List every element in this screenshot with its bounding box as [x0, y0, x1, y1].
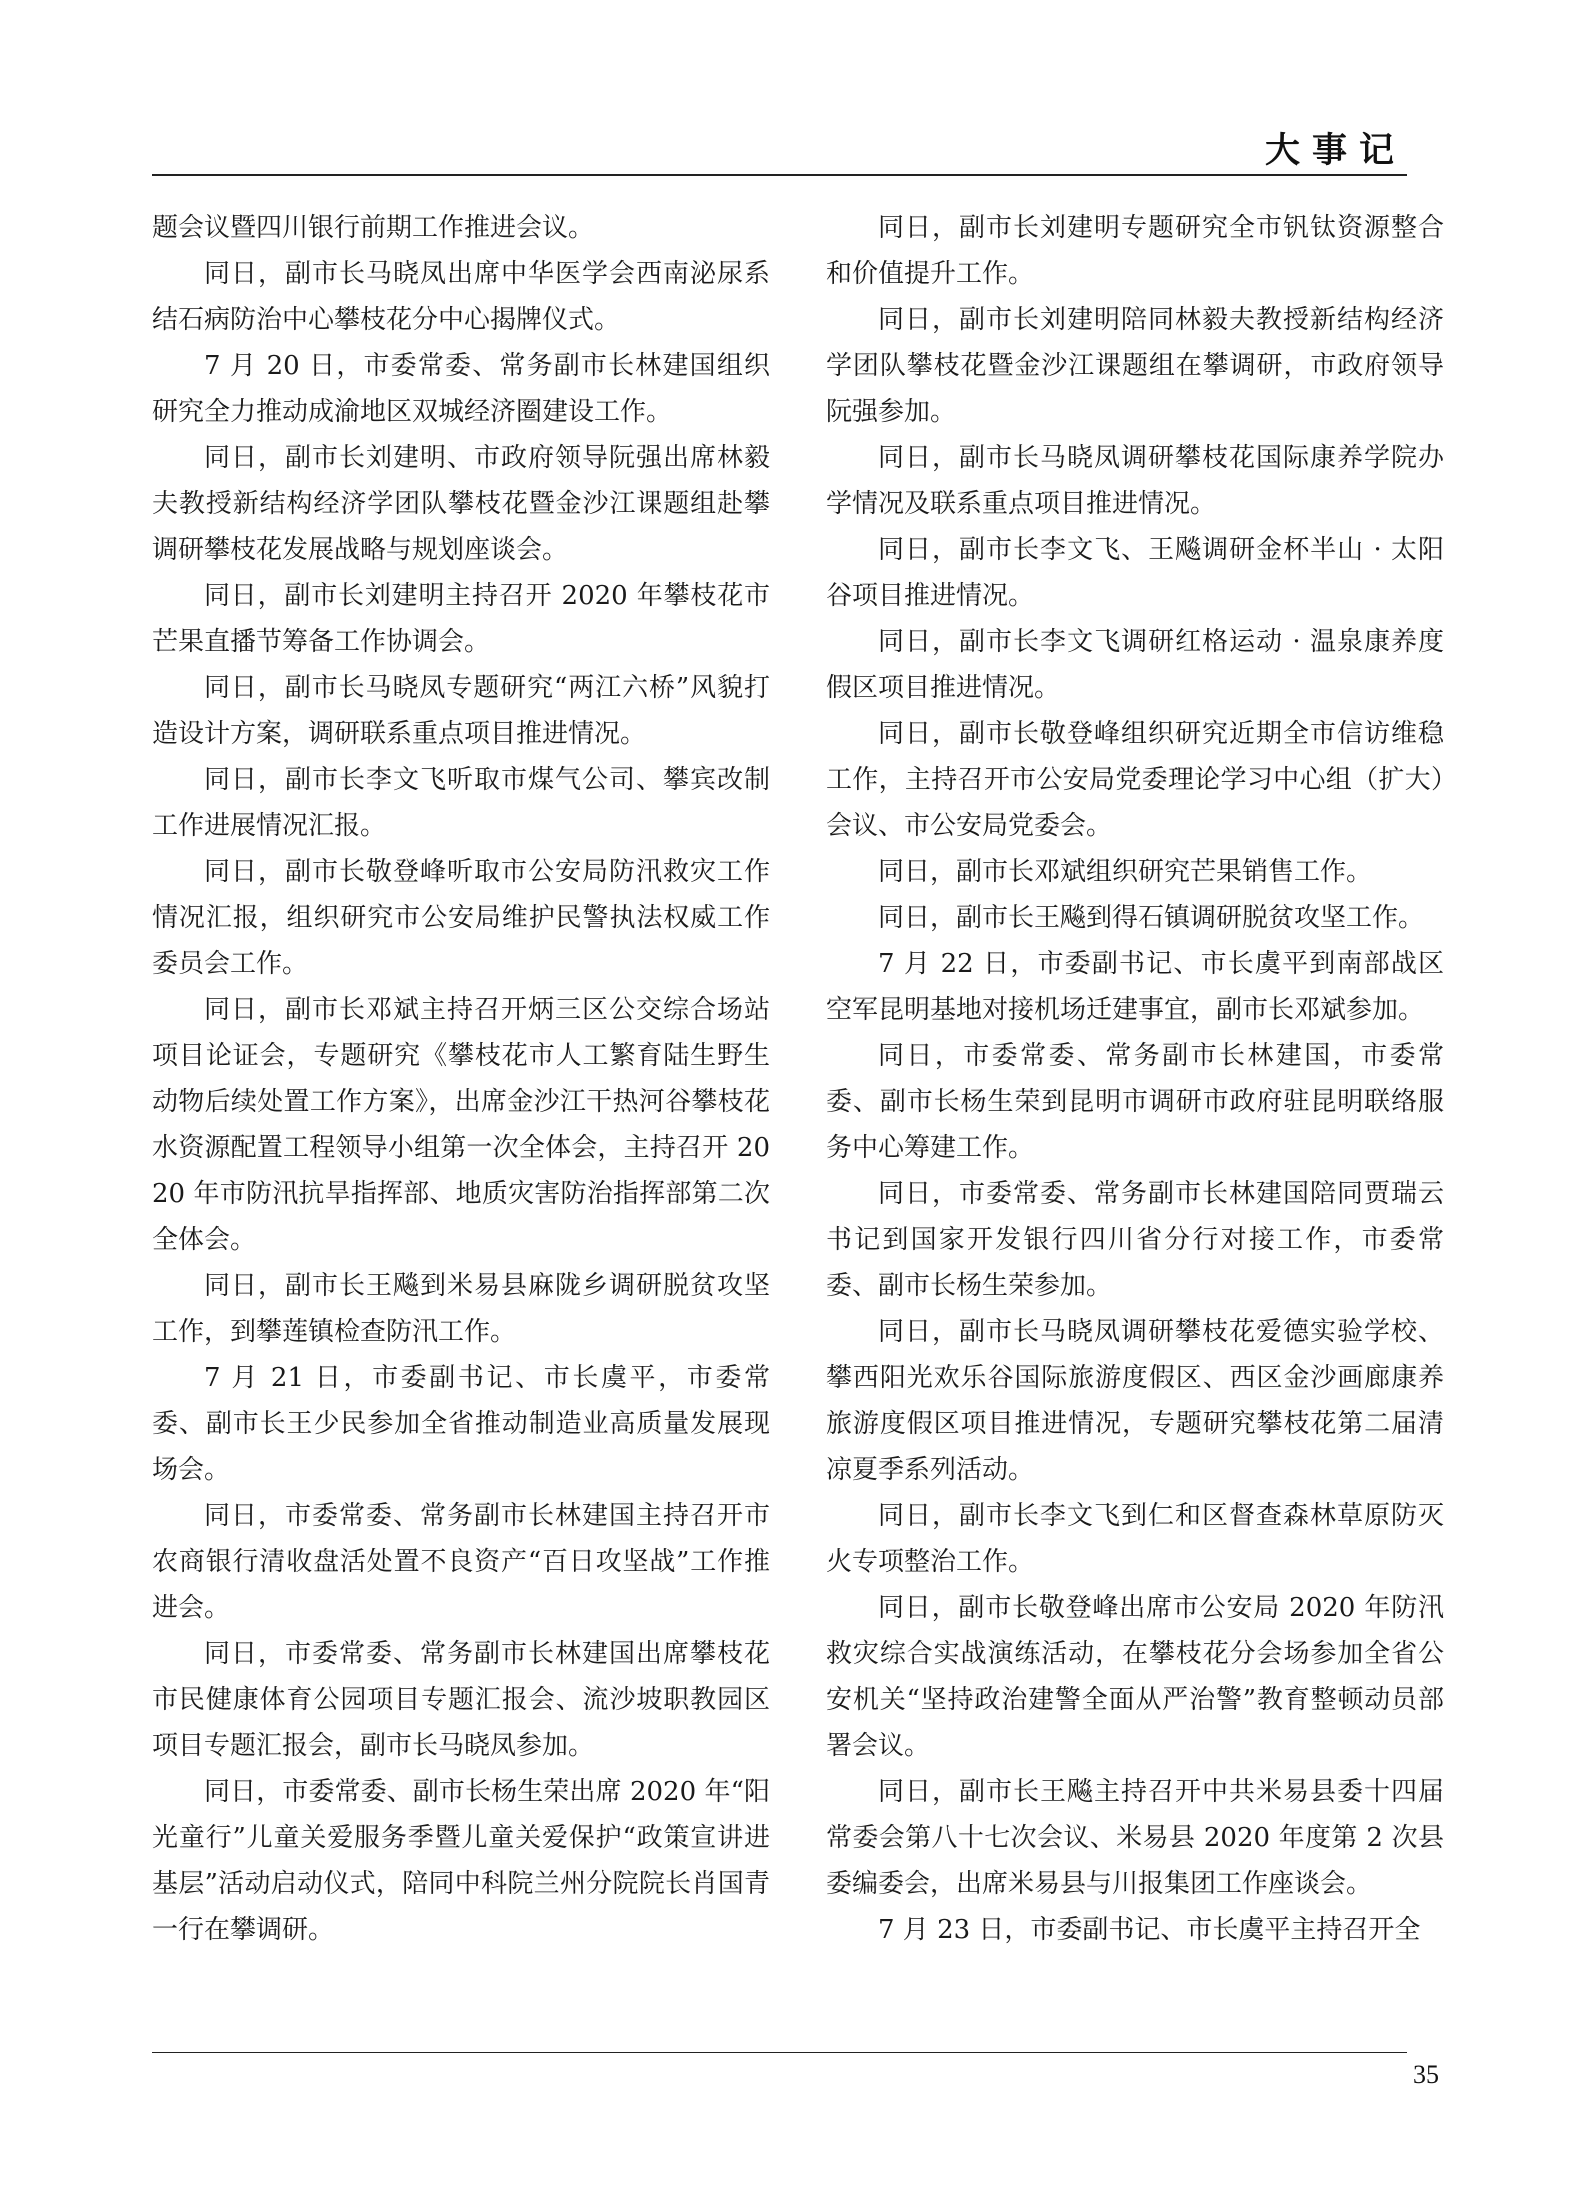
- paragraph: 同日，副市长李文飞、王飚调研金杯半山 · 太阳谷项目推进情况。: [826, 535, 1444, 611]
- paragraph: 同日，副市长刘建明陪同林毅夫教授新结构经济学团队攀枝花暨金沙江课题组在攀调研，市政府领导阮强参加。: [826, 305, 1444, 427]
- right-column: [826, 205, 1444, 2045]
- header-rule: [152, 174, 1407, 176]
- paragraph: 7 月 20 日，市委常委、常务副市长林建国组织研究全力推动成渝地区双城经济圈建设工作。: [152, 351, 770, 427]
- section-title: 大事记: [1264, 131, 1406, 171]
- paragraph: 同日，市委常委、常务副市长林建国主持召开市农商银行清收盘活处置不良资产“百日攻坚战”工作推进会。: [152, 1501, 770, 1623]
- paragraph: 同日，副市长刘建明专题研究全市钒钛资源整合和价值提升工作。: [826, 213, 1444, 289]
- paragraph: 同日，副市长李文飞到仁和区督查森林草原防灭火专项整治工作。: [826, 1501, 1444, 1577]
- paragraph: 同日，副市长王飚主持召开中共米易县委十四届常委会第八十七次会议、米易县 2020 年度第 2 次县委编委会，出席米易县与川报集团工作座谈会。: [826, 1777, 1444, 1899]
- paragraph: 同日，副市长敬登峰出席市公安局 2020 年防汛救灾综合实战演练活动，在攀枝花分会场参加全省公安机关“坚持政治建警全面从严治警”教育整顿动员部署会议。: [826, 1593, 1444, 1761]
- paragraph: 7 月 23 日，市委副书记、市长虞平主持召开全: [878, 1915, 1421, 1945]
- paragraph: 同日，副市长李文飞调研红格运动 · 温泉康养度假区项目推进情况。: [826, 627, 1444, 703]
- paragraph: 同日，副市长刘建明主持召开 2020 年攀枝花市芒果直播节筹备工作协调会。: [152, 581, 770, 657]
- paragraph: 同日，副市长刘建明、市政府领导阮强出席林毅夫教授新结构经济学团队攀枝花暨金沙江课题组赴攀调研攀枝花发展战略与规划座谈会。: [152, 443, 770, 565]
- footer-rule: [152, 2052, 1407, 2053]
- paragraph: 同日，副市长王飚到米易县麻陇乡调研脱贫攻坚工作，到攀莲镇检查防汛工作。: [152, 1271, 770, 1347]
- paragraph: 7 月 21 日，市委副书记、市长虞平，市委常委、副市长王少民参加全省推动制造业高质量发展现场会。: [152, 1363, 770, 1485]
- paragraph: 同日，副市长马晓凤调研攀枝花国际康养学院办学情况及联系重点项目推进情况。: [826, 443, 1444, 519]
- paragraph: 同日，副市长马晓凤专题研究“两江六桥”风貌打造设计方案，调研联系重点项目推进情况。: [152, 673, 770, 749]
- paragraph: 同日，副市长邓斌组织研究芒果销售工作。: [878, 857, 1373, 887]
- paragraph: 同日，市委常委、副市长杨生荣出席 2020 年“阳光童行”儿童关爱服务季暨儿童关爱保护“政策宣讲进基层”活动启动仪式，陪同中科院兰州分院院长肖国青一行在攀调研。: [152, 1777, 770, 1945]
- paragraph: 7 月 22 日，市委副书记、市长虞平到南部战区空军昆明基地对接机场迁建事宜，副市长邓斌参加。: [826, 949, 1444, 1025]
- paragraph: 同日，副市长敬登峰组织研究近期全市信访维稳工作，主持召开市公安局党委理论学习中心组（扩大）会议、市公安局党委会。: [826, 719, 1444, 841]
- paragraph: 同日，副市长李文飞听取市煤气公司、攀宾改制工作进展情况汇报。: [152, 765, 770, 841]
- paragraph: 同日，副市长王飚到得石镇调研脱贫攻坚工作。: [878, 903, 1425, 933]
- left-column: [152, 205, 770, 2045]
- paragraph: 同日，市委常委、常务副市长林建国陪同贾瑞云书记到国家开发银行四川省分行对接工作，市委常委、副市长杨生荣参加。: [826, 1179, 1444, 1301]
- paragraph: 题会议暨四川银行前期工作推进会议。: [152, 213, 595, 243]
- paragraph: 同日，副市长邓斌主持召开炳三区公交综合场站项目论证会，专题研究《攀枝花市人工繁育陆生野生动物后续处置工作方案》，出席金沙江干热河谷攀枝花水资源配置工程领导小组第一次全体会，主持召开 2020 年市防汛抗旱指挥部、地质灾害防治指挥部第二次全体会。: [152, 995, 770, 1255]
- page-number: 35: [1413, 2060, 1439, 2089]
- paragraph: 同日，副市长马晓凤调研攀枝花爱德实验学校、攀西阳光欢乐谷国际旅游度假区、西区金沙画廊康养旅游度假区项目推进情况，专题研究攀枝花第二届清凉夏季系列活动。: [826, 1317, 1444, 1485]
- paragraph: 同日，市委常委、常务副市长林建国出席攀枝花市民健康体育公园项目专题汇报会、流沙坡职教园区项目专题汇报会，副市长马晓凤参加。: [152, 1639, 770, 1761]
- paragraph: 同日，副市长敬登峰听取市公安局防汛救灾工作情况汇报，组织研究市公安局维护民警执法权威工作委员会工作。: [152, 857, 770, 979]
- paragraph: 同日，副市长马晓凤出席中华医学会西南泌尿系结石病防治中心攀枝花分中心揭牌仪式。: [152, 259, 770, 335]
- paragraph: 同日，市委常委、常务副市长林建国，市委常委、副市长杨生荣到昆明市调研市政府驻昆明联络服务中心筹建工作。: [826, 1041, 1444, 1163]
